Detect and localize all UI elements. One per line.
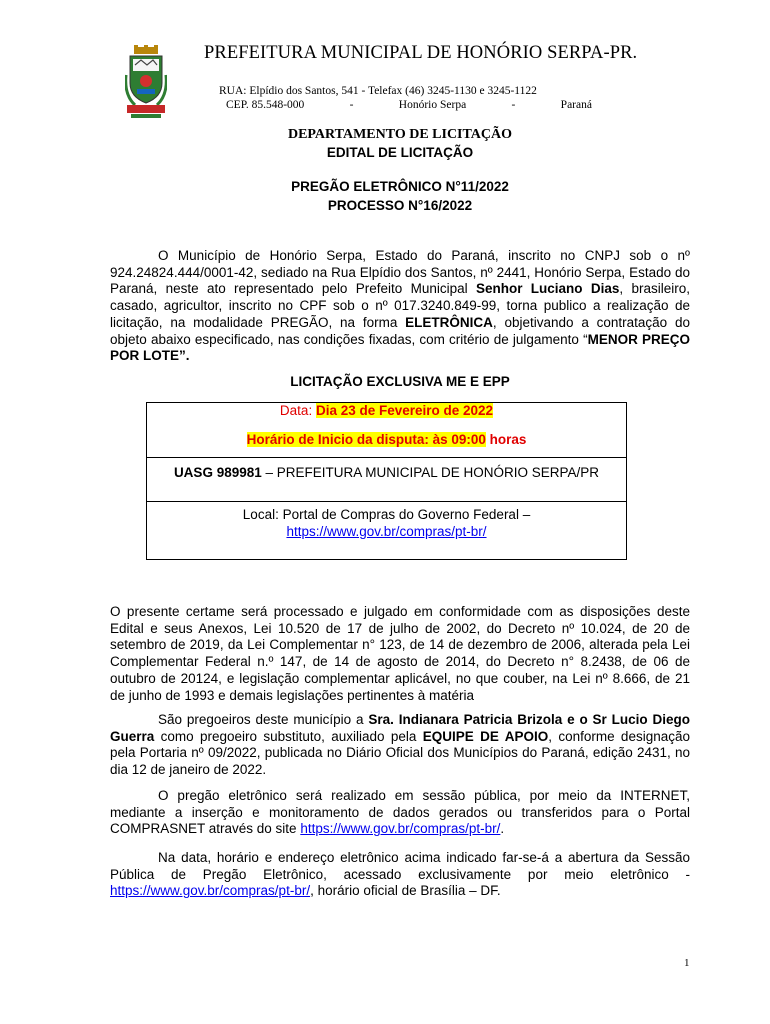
process-number: PROCESSO N°16/2022	[327, 198, 473, 213]
internet-text: O pregão eletrônico será realizado em sessão pública, por meio da INTERNET, mediante a inserção e monitoramento de dados gerados ou transferidos para o Portal COMPRASNET através do site	[110, 788, 690, 837]
cep: CEP. 85.548-000	[226, 99, 305, 111]
date-label: Data:	[279, 403, 316, 418]
pregoeiros-text: como pregoeiro substituto, auxiliado pela	[154, 728, 423, 744]
date-row	[147, 403, 626, 418]
municipality-title: PREFEITURA MUNICIPAL DE HONÓRIO SERPA-PR.	[204, 43, 638, 63]
page-number: 1	[684, 957, 690, 969]
time-row	[147, 432, 626, 447]
uasg-row	[147, 465, 626, 480]
pregoeiros-paragraph	[110, 712, 690, 779]
intro-text: O Município de Honório Serpa, Estado do Paraná, inscrito no CNPJ sob o nº 924.24824.444/0001-42, sediado na Rua Elpídio dos Santos, nº 2441, Honório Serpa, Estado do Paraná, neste ato representado pelo Prefeito Municipal	[110, 248, 690, 297]
portal-link[interactable]: https://www.gov.br/compras/pt-br/	[286, 524, 487, 539]
intro-paragraph	[110, 248, 690, 365]
internet-end: .	[500, 821, 505, 837]
exclusive-heading: LICITAÇÃO EXCLUSIVA ME E EPP	[290, 374, 510, 389]
legal-basis-paragraph: O presente certame será processado e julgado em conformidade com as disposições deste Edital e seus Anexos, Lei 10.520 de 17 de julho de 2002, do Decreto nº 10.024, de 20 de setembro de 2019, da Lei Complementar n° 123, de 14 de dezembro de 2006, alterada pela Lei Complementar Federal n.º 147, de 14 de agosto de 2014, do Decreto n° 8.2438, de 06 de outubro de 20124, e legislação complementar aplicável, no que couber, na Lei nº 8.666, de 21 de junho de 1993 e demais legislações pertinentes à matéria	[110, 604, 690, 703]
uasg-text: – PREFEITURA MUNICIPAL DE HONÓRIO SERPA/PR	[261, 465, 600, 480]
mayor-name: Senhor Luciano Dias	[475, 281, 620, 297]
session-text: Na data, horário e endereço eletrônico acima indicado far-se-á a abertura da Sessão Pública de Pregão Eletrônico, acessado exclusivamente por meio eletrônico -	[110, 850, 690, 882]
crown-icon	[134, 45, 158, 54]
edital-heading: EDITAL DE LICITAÇÃO	[326, 145, 474, 160]
separator: -	[349, 99, 354, 111]
pregao-number: PREGÃO ELETRÔNICO N°11/2022	[291, 179, 509, 194]
procurement-form: ELETRÔNICA	[405, 314, 493, 330]
start-time: Horário de Inicio da disputa: às 09:00	[246, 432, 486, 447]
support-team: EQUIPE DE APOIO	[422, 728, 549, 744]
uasg-code: UASG 989981	[173, 465, 262, 480]
pregoeiros-names: Sra. Indianara Patricia Brizola e o Sr Lucio Diego Guerra	[110, 712, 691, 744]
local-text: Local: Portal de Compras do Governo Federal –	[242, 507, 531, 522]
session-paragraph	[110, 850, 690, 900]
municipal-coat-of-arms	[125, 45, 167, 120]
separator: -	[511, 99, 516, 111]
judgment-criterion: MENOR PREÇO POR LOTE”.	[110, 331, 690, 364]
time-suffix: horas	[485, 432, 527, 447]
department-heading: DEPARTAMENTO DE LICITAÇÃO	[287, 127, 513, 142]
date-value: Dia 23 de Fevereiro de 2022	[315, 403, 494, 418]
state: Paraná	[560, 99, 592, 111]
internet-paragraph	[110, 788, 690, 838]
divider	[147, 457, 626, 458]
session-link[interactable]: https://www.gov.br/compras/pt-br/	[110, 883, 311, 899]
session-end: , horário oficial de Brasília – DF.	[310, 883, 501, 899]
pregoeiros-text: São pregoeiros deste município a	[158, 712, 369, 727]
comprasnet-link[interactable]: https://www.gov.br/compras/pt-br/	[300, 821, 501, 837]
cep-line	[226, 99, 592, 111]
intro-text: , objetivando a contratação do objeto abaixo especificado, nas condições fixadas, com critério de julgamento “	[110, 314, 690, 347]
local-row	[147, 524, 626, 539]
city: Honório Serpa	[398, 99, 467, 111]
intro-text: , brasileiro, casado, agricultor, inscrito no CPF sob o nº 017.3240.849-99, torna publico a realização de licitação, na modalidade PREGÃO, na forma	[110, 281, 690, 330]
address-line: RUA: Elpídio dos Santos, 541 - Telefax (46) 3245-1130 e 3245-1122	[219, 85, 537, 97]
divider	[147, 501, 626, 502]
dispute-info-box	[146, 402, 627, 560]
pregoeiros-text: , conforme designação pela Portaria nº 09/2022, publicada no Diário Oficial dos Municípios do Paraná, edição 2431, no dia 12 de janeiro de 2022.	[110, 728, 690, 778]
